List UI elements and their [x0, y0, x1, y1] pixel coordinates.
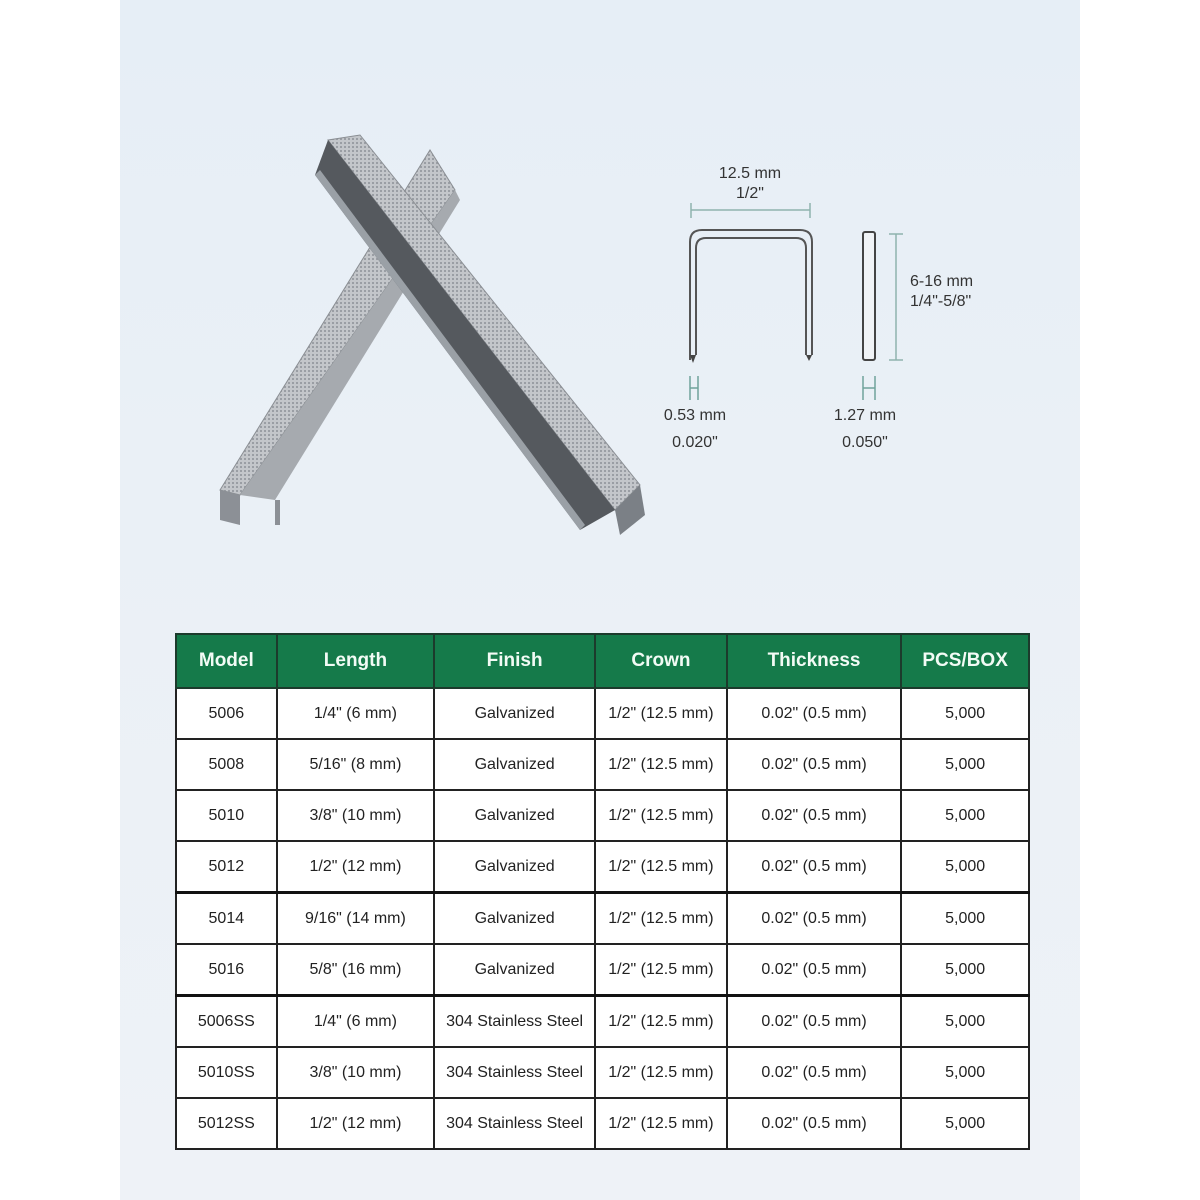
cell-finish: Galvanized	[434, 790, 595, 841]
wire-width-mm-label: 1.27 mm	[833, 407, 897, 424]
cell-crown: 1/2" (12.5 mm)	[595, 688, 727, 739]
leg-length-in-label: 1/4"-5/8"	[910, 293, 972, 310]
table-row	[176, 996, 1029, 1048]
cell-crown: 1/2" (12.5 mm)	[595, 893, 727, 945]
cell-pcs-box: 5,000	[901, 790, 1029, 841]
cell-crown: 1/2" (12.5 mm)	[595, 790, 727, 841]
staple-strips-image	[200, 130, 660, 540]
cell-length: 1/2" (12 mm)	[277, 841, 435, 893]
cell-pcs-box: 5,000	[901, 944, 1029, 996]
cell-finish: Galvanized	[434, 739, 595, 790]
cell-thickness: 0.02" (0.5 mm)	[727, 944, 901, 996]
header-pcs-box: PCS/BOX	[901, 634, 1029, 688]
cell-crown: 1/2" (12.5 mm)	[595, 1098, 727, 1149]
cell-pcs-box: 5,000	[901, 996, 1029, 1048]
cell-crown: 1/2" (12.5 mm)	[595, 739, 727, 790]
cell-length: 9/16" (14 mm)	[277, 893, 435, 945]
table-header-row	[176, 634, 1029, 688]
cell-thickness: 0.02" (0.5 mm)	[727, 1047, 901, 1098]
cell-model: 5010SS	[176, 1047, 277, 1098]
header-crown: Crown	[595, 634, 727, 688]
cell-finish: 304 Stainless Steel	[434, 996, 595, 1048]
header-model: Model	[176, 634, 277, 688]
table-row	[176, 739, 1029, 790]
wire-width-in-label: 0.050"	[842, 434, 888, 451]
cell-model: 5014	[176, 893, 277, 945]
cell-length: 1/4" (6 mm)	[277, 688, 435, 739]
cell-finish: 304 Stainless Steel	[434, 1098, 595, 1149]
header-thickness: Thickness	[727, 634, 901, 688]
cell-length: 1/2" (12 mm)	[277, 1098, 435, 1149]
wire-thickness-mm-label: 0.53 mm	[663, 407, 727, 424]
cell-crown: 1/2" (12.5 mm)	[595, 841, 727, 893]
cell-pcs-box: 5,000	[901, 1098, 1029, 1149]
cell-crown: 1/2" (12.5 mm)	[595, 1047, 727, 1098]
header-finish: Finish	[434, 634, 595, 688]
cell-crown: 1/2" (12.5 mm)	[595, 944, 727, 996]
cell-thickness: 0.02" (0.5 mm)	[727, 739, 901, 790]
cell-finish: Galvanized	[434, 688, 595, 739]
crown-in-label: 1/2"	[736, 185, 764, 202]
cell-thickness: 0.02" (0.5 mm)	[727, 688, 901, 739]
cell-model: 5012	[176, 841, 277, 893]
cell-model: 5008	[176, 739, 277, 790]
cell-pcs-box: 5,000	[901, 739, 1029, 790]
table-row	[176, 790, 1029, 841]
table-row	[176, 893, 1029, 945]
cell-thickness: 0.02" (0.5 mm)	[727, 790, 901, 841]
table-row	[176, 1047, 1029, 1098]
table-row	[176, 944, 1029, 996]
cell-finish: 304 Stainless Steel	[434, 1047, 595, 1098]
cell-length: 5/8" (16 mm)	[277, 944, 435, 996]
header-length: Length	[277, 634, 435, 688]
table-row	[176, 1098, 1029, 1149]
cell-length: 3/8" (10 mm)	[277, 1047, 435, 1098]
leg-length-mm-label: 6-16 mm	[910, 273, 974, 290]
cell-model: 5012SS	[176, 1098, 277, 1149]
cell-thickness: 0.02" (0.5 mm)	[727, 841, 901, 893]
cell-crown: 1/2" (12.5 mm)	[595, 996, 727, 1048]
cell-length: 3/8" (10 mm)	[277, 790, 435, 841]
table-row	[176, 688, 1029, 739]
cell-pcs-box: 5,000	[901, 1047, 1029, 1098]
cell-pcs-box: 5,000	[901, 688, 1029, 739]
cell-finish: Galvanized	[434, 944, 595, 996]
cell-pcs-box: 5,000	[901, 893, 1029, 945]
crown-mm-label: 12.5 mm	[718, 165, 782, 182]
cell-model: 5006SS	[176, 996, 277, 1048]
cell-length: 1/4" (6 mm)	[277, 996, 435, 1048]
cell-model: 5010	[176, 790, 277, 841]
spec-table	[175, 633, 1030, 1150]
cell-thickness: 0.02" (0.5 mm)	[727, 1098, 901, 1149]
cell-model: 5006	[176, 688, 277, 739]
cell-length: 5/16" (8 mm)	[277, 739, 435, 790]
cell-pcs-box: 5,000	[901, 841, 1029, 893]
wire-thickness-in-label: 0.020"	[672, 434, 718, 451]
cell-thickness: 0.02" (0.5 mm)	[727, 893, 901, 945]
cell-finish: Galvanized	[434, 841, 595, 893]
cell-model: 5016	[176, 944, 277, 996]
cell-thickness: 0.02" (0.5 mm)	[727, 996, 901, 1048]
table-row	[176, 841, 1029, 893]
cell-finish: Galvanized	[434, 893, 595, 945]
